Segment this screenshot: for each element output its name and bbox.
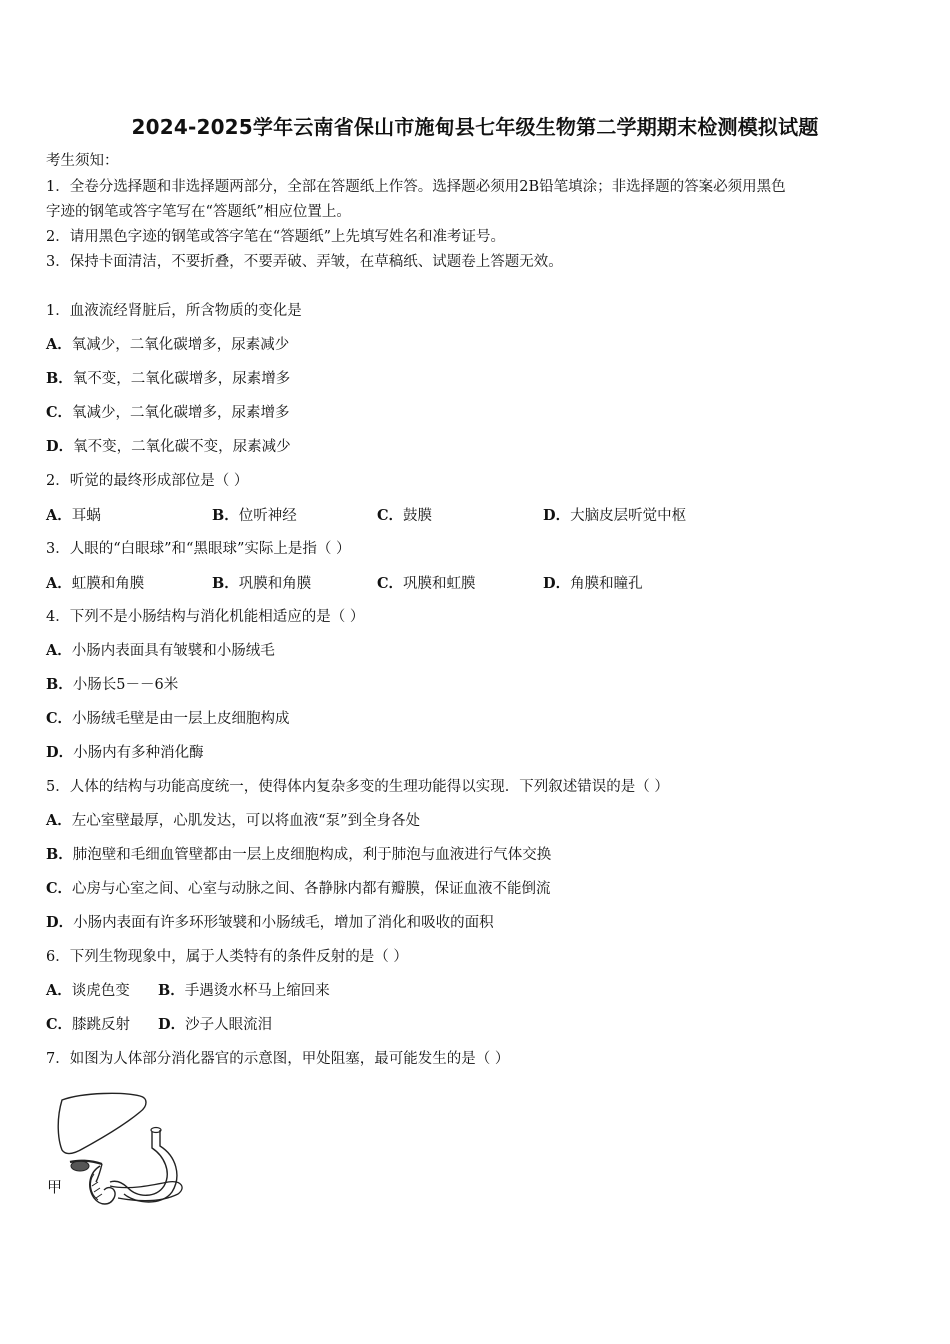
option-text: 谈虎色变 — [71, 983, 130, 999]
question-2-stem: 2．听觉的最终形成部位是（ ） — [46, 473, 249, 489]
option-label: D． — [543, 507, 571, 524]
question-5-option-a — [46, 811, 420, 831]
option-text: 肺泡壁和毛细血管壁都由一层上皮细胞构成，利于肺泡与血液进行气体交换 — [72, 847, 552, 863]
question-1-option-c — [46, 403, 290, 423]
option-label: C． — [46, 880, 73, 897]
option-label: A． — [46, 336, 72, 353]
question-5-stem: 5．人体的结构与功能高度统一，使得体内复杂多变的生理功能得以实现．下列叙述错误的是（ ） — [46, 779, 669, 795]
option-text: 膝跳反射 — [72, 1017, 131, 1033]
option-label: B． — [212, 507, 239, 524]
option-label: D． — [46, 438, 74, 455]
question-6-stem: 6．下列生物现象中，属于人类特有的条件反射的是（ ） — [46, 949, 408, 965]
option-label: C． — [377, 507, 404, 524]
question-4-option-c — [46, 709, 290, 729]
question-4-option-d — [46, 743, 204, 763]
option-label: C． — [46, 1016, 73, 1033]
figure-label-jia: 甲 — [47, 1178, 63, 1196]
option-label: B． — [46, 846, 73, 863]
option-label: B． — [158, 982, 185, 999]
question-3-option-c — [377, 574, 476, 594]
notice-line-2: 2．请用黑色字迹的钢笔或答字笔在“答题纸”上先填写姓名和准考证号。 — [46, 229, 506, 245]
option-text: 心房与心室之间、心室与动脉之间、各静脉内都有瓣膜，保证血液不能倒流 — [72, 881, 551, 897]
digestive-organs-figure — [44, 1090, 194, 1215]
option-text: 小肠长5－－6米 — [72, 677, 179, 693]
option-text: 氧减少，二氧化碳增多，尿素减少 — [71, 337, 290, 353]
option-text: 巩膜和虹膜 — [403, 576, 476, 592]
option-text: 沙子人眼流泪 — [185, 1017, 273, 1033]
gallbladder-shape — [71, 1161, 89, 1171]
liver-shape — [58, 1093, 146, 1153]
option-text: 小肠内表面具有皱襞和小肠绒毛 — [71, 643, 275, 659]
option-text: 位听神经 — [238, 508, 297, 524]
question-3-option-b — [212, 574, 311, 594]
notice-heading: 考生须知： — [46, 153, 119, 169]
option-label: B． — [46, 370, 73, 387]
option-text: 手遇烫水杯马上缩回来 — [184, 983, 330, 999]
question-2-option-b — [212, 506, 297, 526]
option-label: C． — [377, 575, 404, 592]
option-text: 虹膜和角膜 — [71, 576, 145, 592]
question-1-stem: 1．血液流经肾脏后，所含物质的变化是 — [46, 303, 302, 319]
option-label: B． — [46, 676, 73, 693]
option-label: D． — [158, 1016, 186, 1033]
option-text: 大脑皮层听觉中枢 — [570, 508, 687, 524]
question-4-option-a — [46, 641, 275, 661]
option-text: 小肠绒毛壁是由一层上皮细胞构成 — [72, 711, 290, 727]
question-2-option-a — [46, 506, 101, 526]
question-5-option-d — [46, 913, 494, 933]
notice-line-3: 3．保持卡面清洁，不要折叠，不要弄破、弄皱，在草稿纸、试题卷上答题无效。 — [46, 254, 563, 270]
question-5-option-c — [46, 879, 551, 899]
question-4-option-b — [46, 675, 178, 695]
question-6-option-d — [158, 1015, 272, 1035]
option-label: B． — [212, 575, 239, 592]
question-1-option-a — [46, 335, 289, 355]
option-text: 小肠内表面有许多环形皱襞和小肠绒毛，增加了消化和吸收的面积 — [73, 915, 494, 931]
option-text: 角膜和瞳孔 — [570, 576, 643, 592]
option-text: 鼓膜 — [403, 508, 433, 524]
option-label: A． — [46, 575, 72, 592]
option-text: 巩膜和角膜 — [238, 576, 312, 592]
pancreas-shape — [110, 1182, 182, 1201]
option-label: D． — [46, 744, 74, 761]
question-1-option-d — [46, 437, 291, 457]
option-text: 耳蜗 — [71, 508, 101, 524]
question-2-option-d — [543, 506, 686, 526]
question-4-stem: 4．下列不是小肠结构与消化机能相适应的是（ ） — [46, 609, 365, 625]
question-6-option-c — [46, 1015, 130, 1035]
question-1-option-b — [46, 369, 290, 389]
option-text: 小肠内有多种消化酶 — [73, 745, 204, 761]
option-label: A． — [46, 507, 72, 524]
notice-line-1b: 字迹的钢笔或答字笔写在“答题纸”相应位置上。 — [46, 204, 351, 220]
question-3-option-a — [46, 574, 144, 594]
notice-line-1a: 1．全卷分选择题和非选择题两部分，全部在答题纸上作答。选择题必须用2B铅笔填涂；非选择题的答案必须用黑色 — [46, 179, 786, 195]
option-label: A． — [46, 982, 72, 999]
option-label: A． — [46, 642, 72, 659]
question-7-stem: 7．如图为人体部分消化器官的示意图，甲处阻塞，最可能发生的是（ ） — [46, 1051, 510, 1067]
question-3-stem: 3．人眼的“白眼球”和“黑眼球”实际上是指（ ） — [46, 541, 351, 557]
question-6-option-a — [46, 981, 130, 1001]
question-2-option-c — [377, 506, 432, 526]
option-text: 左心室壁最厚，心肌发达，可以将血液“泵”到全身各处 — [71, 813, 421, 829]
option-text: 氧不变，二氧化碳增多，尿素增多 — [72, 371, 291, 387]
option-label: C． — [46, 710, 73, 727]
option-label: A． — [46, 812, 72, 829]
option-text: 氧不变，二氧化碳不变，尿素减少 — [73, 439, 291, 455]
question-3-option-d — [543, 574, 643, 594]
option-text: 氧减少，二氧化碳增多，尿素增多 — [72, 405, 290, 421]
question-6-option-b — [158, 981, 330, 1001]
option-label: D． — [543, 575, 571, 592]
option-label: D． — [46, 914, 74, 931]
question-5-option-b — [46, 845, 551, 865]
option-label: C． — [46, 404, 73, 421]
page-title: 2024-2025学年云南省保山市施甸县七年级生物第二学期期末检测模拟试题 — [131, 115, 819, 139]
stomach-shape — [110, 1132, 167, 1195]
